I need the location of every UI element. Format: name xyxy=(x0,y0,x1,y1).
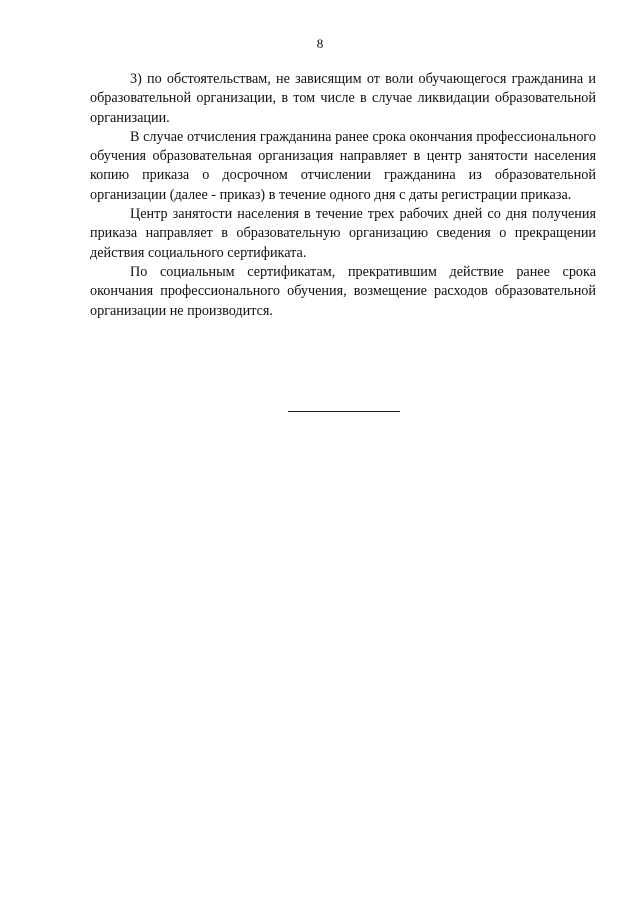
end-separator-line xyxy=(288,411,400,412)
paragraph-termination-circumstances: 3) по обстоятельствам, не зависящим от воли обучающегося гражданина и образовательной организации, в том числе в случае ликвидации образовательной организации. xyxy=(90,71,596,126)
document-body xyxy=(90,70,596,321)
page-number: 8 xyxy=(316,36,324,51)
paragraph-no-reimbursement: По социальным сертификатам, прекратившим действие ранее срока окончания профессионального обучения, возмещение расходов образовательной организации не производится. xyxy=(90,263,596,319)
paragraph-employment-center-notice: Центр занятости населения в течение трех рабочих дней со дня получения приказа направляет в образовательную организацию сведения о прекращении действия социального сертификата. xyxy=(90,206,596,261)
paragraph-early-expulsion: В случае отчисления гражданина ранее срока окончания профессионального обучения образовательная организация направляет в центр занятости населения копию приказа о досрочном отчислении гражданина из образовательной организации (далее - приказ) в течение одного дня с даты регистрации приказа. xyxy=(90,128,596,203)
